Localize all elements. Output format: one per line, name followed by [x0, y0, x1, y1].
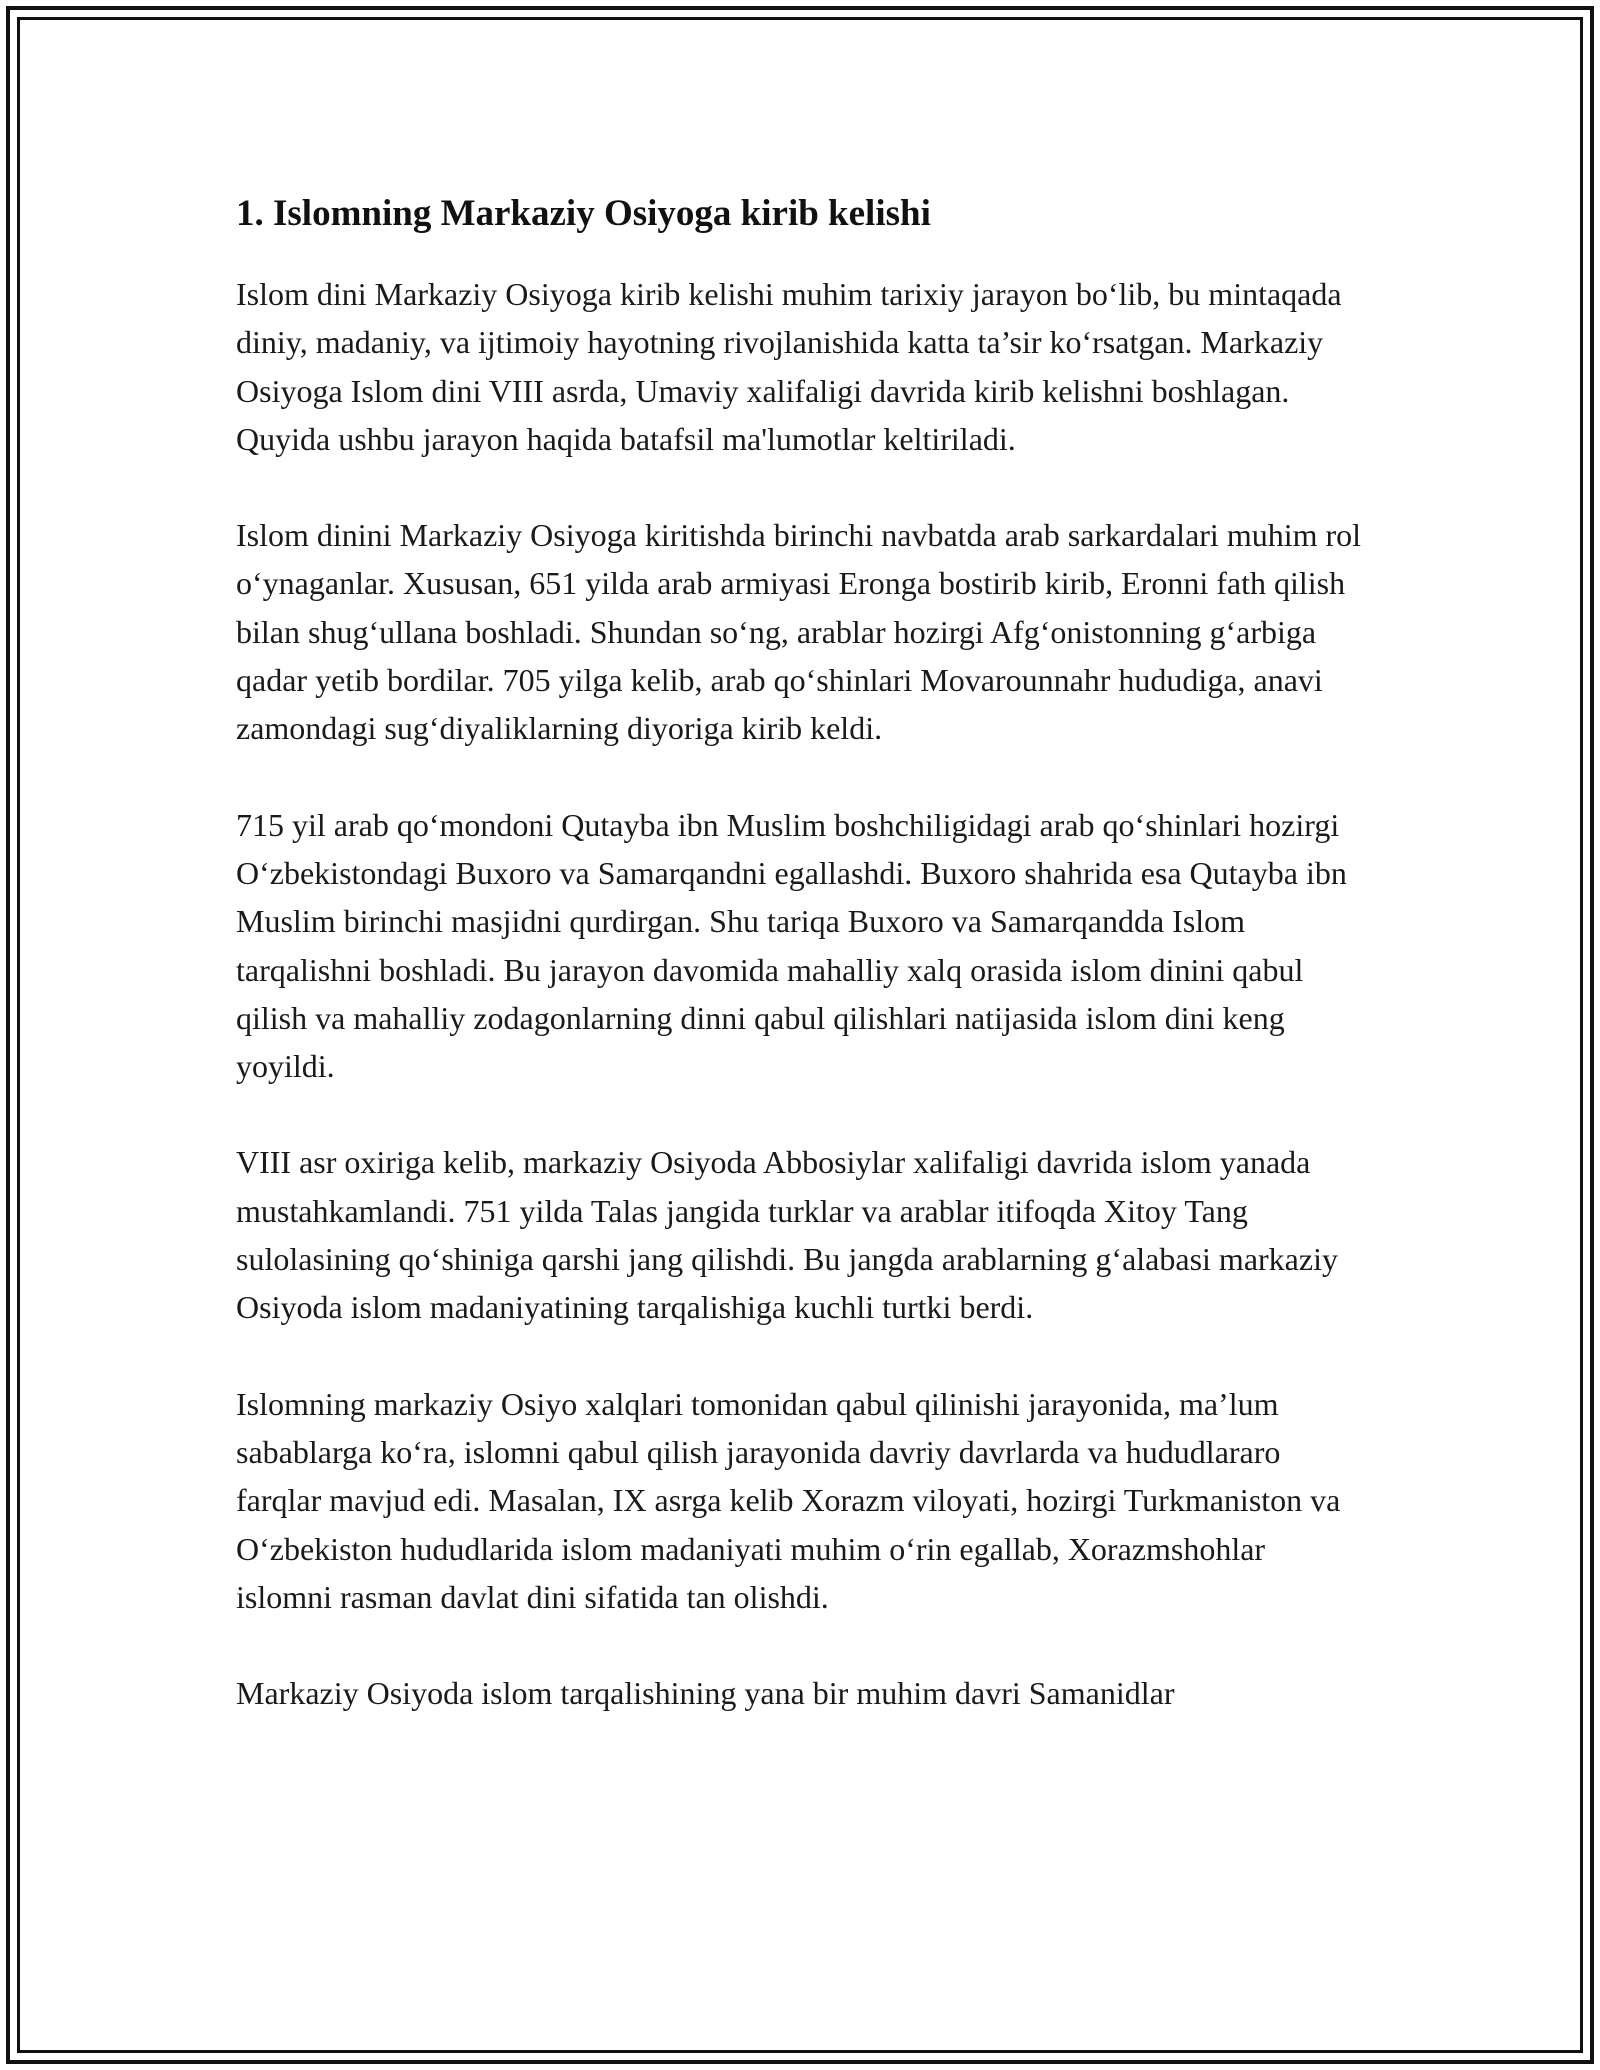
paragraph: Islom dini Markaziy Osiyoga kirib kelishi muhim tarixiy jarayon bo‘lib, bu mintaqada diniy, madaniy, va ijtimoiy hayotning rivojlanishida katta ta’sir ko‘rsatgan. Markaziy Osiyoga Islom dini VIII asrda, Umaviy xalifaligi davrida kirib kelishni boshlagan. Quyida ushbu jarayon haqida batafsil ma'lumotlar keltiriladi. [236, 276, 1342, 457]
document-body [236, 186, 1366, 1717]
paragraph: Markaziy Osiyoda islom tarqalishining yana bir muhim davri Samanidlar [236, 1675, 1175, 1712]
document-title: 1. Islomning Markaziy Osiyoga kirib kelishi [236, 193, 931, 234]
paragraph: Islomning markaziy Osiyo xalqlari tomonidan qabul qilinishi jarayonida, ma’lum sabablarga ko‘ra, islomni qabul qilish jarayonida davriy davrlarda va hududlararo farqlar mavjud edi. Masalan, IX asrga kelib Xorazm viloyati, hozirgi Turkmaniston va O‘zbekiston hududlarida islom madaniyati muhim o‘rin egallab, Xorazmshohlar islomni rasman davlat dini sifatida tan olishdi. [236, 1385, 1341, 1615]
paragraph: Islom dinini Markaziy Osiyoga kiritishda birinchi navbatda arab sarkardalari muhim rol o‘ynaganlar. Xususan, 651 yilda arab armiyasi Eronga bostirib kirib, Eronni fath qilish bilan shug‘ullana boshladi. Shundan so‘ng, arablar hozirgi Afg‘onistonning g‘arbiga qadar yetib bordilar. 705 yilga kelib, arab qo‘shinlari Movarounnahr hududiga, anavi zamondagi sug‘diyaliklarning diyoriga kirib keldi. [236, 517, 1362, 747]
paragraph: 715 yil arab qo‘mondoni Qutayba ibn Muslim boshchiligidagi arab qo‘shinlari hozirgi O‘zbekistondagi Buxoro va Samarqandni egallashdi. Buxoro shahrida esa Qutayba ibn Muslim birinchi masjidni qurdirgan. Shu tariqa Buxoro va Samarqandda Islom tarqalishni boshladi. Bu jarayon davomida mahalliy xalq orasida islom dinini qabul qilish va mahalliy zodagonlarning dinni qabul qilishlari natijasida islom dini keng yoyildi. [236, 806, 1347, 1085]
paragraph: VIII asr oxiriga kelib, markaziy Osiyoda Abbosiylar xalifaligi davrida islom yanada mustahkamlandi. 751 yilda Talas jangida turklar va arablar itifoqda Xitoy Tang sulolasining qo‘shiniga qarshi jang qilishdi. Bu jangda arablarning g‘alabasi markaziy Osiyoda islom madaniyatining tarqalishiga kuchli turtki berdi. [236, 1144, 1338, 1326]
